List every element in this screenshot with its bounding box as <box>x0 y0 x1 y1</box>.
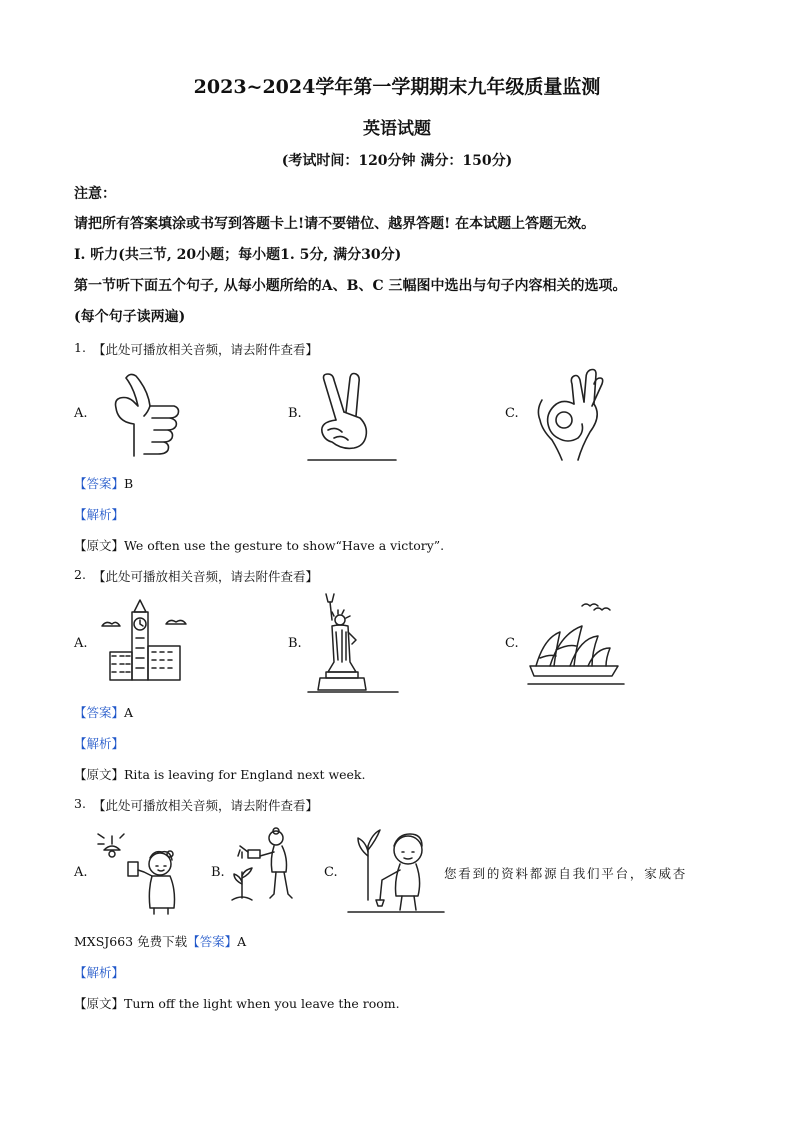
original-row <box>74 994 400 1012</box>
page-title: 2023~2024学年第一学期期末九年级质量监测 <box>193 76 601 98</box>
page-subtitle: 英语试题 <box>363 119 431 139</box>
analysis-label: 【解析】 <box>74 736 125 751</box>
option-label-b: B. <box>288 636 302 651</box>
big-ben-icon[interactable] <box>100 598 192 682</box>
option-label-a: A. <box>74 865 88 880</box>
section-heading: I. 听力(共三节, 20小题；每小题1. 5分, 满分30分) <box>74 247 402 263</box>
girl-watering-plant-icon[interactable] <box>230 828 310 914</box>
section-note: (每个句子读两遍) <box>74 309 186 325</box>
girl-switching-off-light-icon[interactable] <box>94 828 186 916</box>
audio-prompt[interactable]: 【此处可播放相关音频，请去附件查看】 <box>93 569 319 584</box>
victory-hand-icon[interactable] <box>306 372 398 462</box>
answer-value: A <box>237 934 247 949</box>
option-label-c: C. <box>505 406 519 421</box>
statue-of-liberty-icon[interactable] <box>306 592 400 694</box>
option-label-b: B. <box>288 406 302 421</box>
option-label-a: A. <box>74 636 88 651</box>
original-text: Rita is leaving for England next week. <box>124 767 366 782</box>
audio-prompt[interactable]: 【此处可播放相关音频，请去附件查看】 <box>93 342 319 357</box>
original-text: We often use the gesture to show“Have a victory”. <box>124 538 445 553</box>
answer-value: B <box>124 476 134 491</box>
question-number: 1. <box>74 340 86 355</box>
watermark-line-2: MXSJ663 免费下载 <box>74 934 188 949</box>
watermark-line-1: 您看到的资料都源自我们平台，家威杏 <box>444 866 688 881</box>
original-label: 【原文】 <box>74 767 125 782</box>
notice-text: 请把所有答案填涂或书写到答题卡上!请不要错位、越界答题! 在本试题上答题无效。 <box>74 216 596 232</box>
original-label: 【原文】 <box>74 996 125 1011</box>
answer-row <box>74 474 133 492</box>
analysis-label: 【解析】 <box>74 507 125 522</box>
option-label-b: B. <box>211 865 225 880</box>
option-label-a: A. <box>74 406 88 421</box>
audio-prompt[interactable]: 【此处可播放相关音频，请去附件查看】 <box>93 798 319 813</box>
boy-planting-tree-icon[interactable] <box>346 826 446 916</box>
sydney-opera-house-icon[interactable] <box>526 598 626 686</box>
answer-label: 【答案】 <box>187 934 238 949</box>
option-label-c: C. <box>505 636 519 651</box>
question-number: 3. <box>74 796 86 811</box>
original-label: 【原文】 <box>74 538 125 553</box>
original-row <box>74 765 365 783</box>
original-row <box>74 536 444 554</box>
answer-row <box>74 703 133 721</box>
exam-info: (考试时间：120分钟 满分：150分) <box>281 153 513 169</box>
answer-label: 【答案】 <box>74 705 125 720</box>
notice-label: 注意： <box>74 186 116 202</box>
section-instruction: 第一节听下面五个句子, 从每小题所给的A、B、C 三幅图中选出与句子内容相关的选项。 <box>74 278 627 294</box>
analysis-label: 【解析】 <box>74 965 125 980</box>
original-text: Turn off the light when you leave the room. <box>124 996 400 1011</box>
option-label-c: C. <box>324 865 338 880</box>
ok-hand-icon[interactable] <box>532 366 612 462</box>
answer-label: 【答案】 <box>74 476 125 491</box>
answer-row <box>74 932 246 950</box>
thumbs-up-icon[interactable] <box>104 372 190 458</box>
question-number: 2. <box>74 567 86 582</box>
answer-value: A <box>124 705 134 720</box>
